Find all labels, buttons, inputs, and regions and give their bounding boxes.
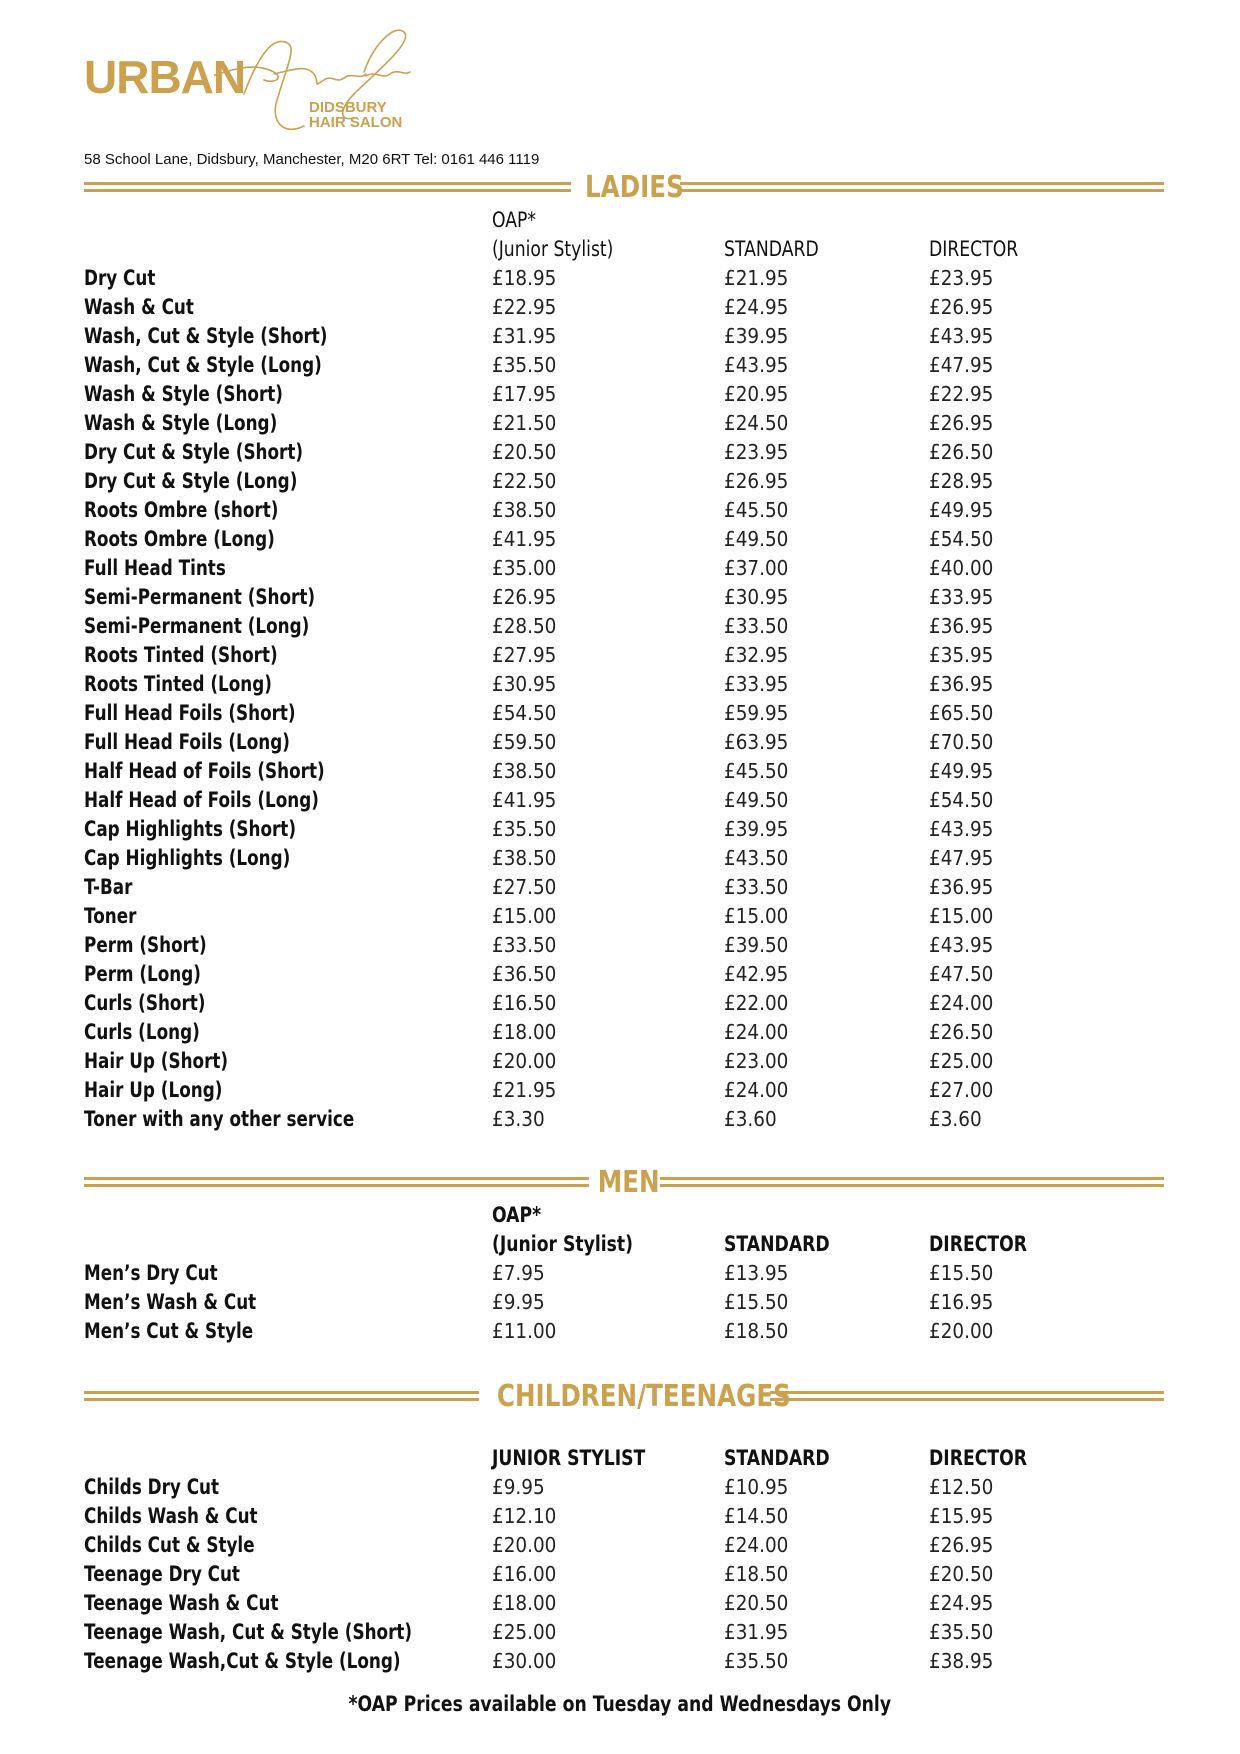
- table-header-row: [84, 1444, 1164, 1473]
- table-row: [84, 960, 1164, 989]
- price-standard: £39.95: [724, 817, 789, 841]
- service-name: Men’s Cut & Style: [84, 1319, 254, 1343]
- price-standard: £35.50: [724, 1649, 789, 1673]
- price-standard: £49.50: [724, 527, 789, 551]
- table-row: [84, 1589, 1164, 1618]
- price-standard: £24.00: [724, 1078, 789, 1102]
- price-oap: £27.50: [492, 875, 557, 899]
- service-name: Toner with any other service: [84, 1107, 355, 1131]
- price-oap: £3.30: [492, 1107, 545, 1131]
- table-row: [84, 293, 1164, 322]
- price-oap: £22.50: [492, 469, 557, 493]
- price-director: £36.95: [929, 614, 994, 638]
- price-standard: £39.95: [724, 324, 789, 348]
- service-name: Curls (Long): [84, 1020, 200, 1044]
- price-oap: £28.50: [492, 614, 557, 638]
- table-row: [84, 583, 1164, 612]
- price-oap: £20.50: [492, 440, 557, 464]
- table-row: [84, 1105, 1164, 1134]
- header-rule-left: [84, 182, 571, 192]
- table-row: [84, 351, 1164, 380]
- service-name: Semi-Permanent (Short): [84, 585, 316, 609]
- table-row: [84, 1502, 1164, 1531]
- table-row: [84, 409, 1164, 438]
- price-standard: £49.50: [724, 788, 789, 812]
- price-standard: £42.95: [724, 962, 789, 986]
- service-name: Teenage Dry Cut: [84, 1562, 240, 1586]
- price-director: £49.95: [929, 498, 994, 522]
- footnote-text: *OAP Prices available on Tuesday and Wednesdays Only: [348, 1692, 892, 1716]
- price-standard: £20.50: [724, 1591, 789, 1615]
- section-header-men: [84, 1165, 1164, 1201]
- price-standard: £18.50: [724, 1562, 789, 1586]
- price-standard: £24.50: [724, 411, 789, 435]
- price-director: £54.50: [929, 527, 994, 551]
- price-oap: £26.95: [492, 585, 557, 609]
- table-header-row: [84, 235, 1164, 264]
- price-standard: £37.00: [724, 556, 789, 580]
- table-row: [84, 728, 1164, 757]
- section-title-men: MEN: [597, 1165, 660, 1200]
- price-director: £26.50: [929, 1020, 994, 1044]
- price-junior: £20.00: [492, 1533, 557, 1557]
- price-director: £26.50: [929, 440, 994, 464]
- table-row: [84, 467, 1164, 496]
- price-standard: £63.95: [724, 730, 789, 754]
- price-oap: £59.50: [492, 730, 557, 754]
- section-header-ladies: [84, 170, 1164, 206]
- col-header-oap: OAP*: [492, 208, 537, 232]
- price-director: £27.00: [929, 1078, 994, 1102]
- table-row: [84, 641, 1164, 670]
- table-row: [84, 1647, 1164, 1676]
- price-director: £12.50: [929, 1475, 994, 1499]
- price-director: £25.00: [929, 1049, 994, 1073]
- salon-address: 58 School Lane, Didsbury, Manchester, M20 6RT Tel: 0161 446 1119: [84, 151, 540, 168]
- col-header-director: DIRECTOR: [929, 1232, 1028, 1256]
- price-oap: £9.95: [492, 1290, 545, 1314]
- men-price-table: [84, 1201, 1164, 1346]
- price-junior: £16.00: [492, 1562, 557, 1586]
- table-row: [84, 1473, 1164, 1502]
- service-name: Childs Dry Cut: [84, 1475, 220, 1499]
- service-name: Curls (Short): [84, 991, 206, 1015]
- price-oap: £31.95: [492, 324, 557, 348]
- price-oap: £18.00: [492, 1020, 557, 1044]
- service-name: Semi-Permanent (Long): [84, 614, 310, 638]
- price-junior: £30.00: [492, 1649, 557, 1673]
- service-name: Perm (Long): [84, 962, 201, 986]
- table-header-row: [84, 1201, 1164, 1230]
- table-row: [84, 902, 1164, 931]
- price-director: £43.95: [929, 933, 994, 957]
- price-director: £35.50: [929, 1620, 994, 1644]
- table-header-row: [84, 1230, 1164, 1259]
- price-director: £22.95: [929, 382, 994, 406]
- price-director: £38.95: [929, 1649, 994, 1673]
- service-name: Roots Ombre (Long): [84, 527, 275, 551]
- table-row: [84, 873, 1164, 902]
- service-name: Teenage Wash,Cut & Style (Long): [84, 1649, 401, 1673]
- service-name: Dry Cut: [84, 266, 156, 290]
- price-director: £47.95: [929, 353, 994, 377]
- price-oap: £22.95: [492, 295, 557, 319]
- price-standard: £15.50: [724, 1290, 789, 1314]
- service-name: Hair Up (Short): [84, 1049, 229, 1073]
- table-row: [84, 989, 1164, 1018]
- price-oap: £35.50: [492, 817, 557, 841]
- price-junior: £9.95: [492, 1475, 545, 1499]
- table-row: [84, 1259, 1164, 1288]
- service-name: Dry Cut & Style (Long): [84, 469, 298, 493]
- service-name: Cap Highlights (Long): [84, 846, 291, 870]
- service-name: Wash & Cut: [84, 295, 194, 319]
- price-standard: £31.95: [724, 1620, 789, 1644]
- header-rule-right: [680, 182, 1164, 192]
- header-rule-left: [84, 1391, 479, 1401]
- price-standard: £24.00: [724, 1533, 789, 1557]
- table-row: [84, 670, 1164, 699]
- price-junior: £18.00: [492, 1591, 557, 1615]
- table-header-row: [84, 206, 1164, 235]
- price-oap: £36.50: [492, 962, 557, 986]
- price-director: £43.95: [929, 817, 994, 841]
- price-director: £65.50: [929, 701, 994, 725]
- children-price-table: [84, 1444, 1164, 1676]
- price-standard: £33.50: [724, 875, 789, 899]
- service-name: Men’s Wash & Cut: [84, 1290, 257, 1314]
- price-standard: £24.95: [724, 295, 789, 319]
- price-oap: £15.00: [492, 904, 557, 928]
- col-header-oap: OAP*: [492, 1203, 542, 1227]
- service-name: Childs Wash & Cut: [84, 1504, 258, 1528]
- table-row: [84, 554, 1164, 583]
- price-director: £3.60: [929, 1107, 982, 1131]
- price-standard: £14.50: [724, 1504, 789, 1528]
- header-rule-right: [660, 1177, 1164, 1187]
- price-director: £54.50: [929, 788, 994, 812]
- price-director: £16.95: [929, 1290, 994, 1314]
- price-director: £43.95: [929, 324, 994, 348]
- price-oap: £54.50: [492, 701, 557, 725]
- service-name: Half Head of Foils (Long): [84, 788, 319, 812]
- price-standard: £59.95: [724, 701, 789, 725]
- table-row: [84, 1018, 1164, 1047]
- service-name: Roots Ombre (short): [84, 498, 279, 522]
- table-row: [84, 844, 1164, 873]
- col-header-standard: STANDARD: [724, 1232, 830, 1256]
- price-director: £15.00: [929, 904, 994, 928]
- price-standard: £39.50: [724, 933, 789, 957]
- service-name: Wash, Cut & Style (Short): [84, 324, 328, 348]
- price-oap: £20.00: [492, 1049, 557, 1073]
- price-oap: £38.50: [492, 498, 557, 522]
- price-standard: £10.95: [724, 1475, 789, 1499]
- price-standard: £24.00: [724, 1020, 789, 1044]
- price-oap: £16.50: [492, 991, 557, 1015]
- service-name: Full Head Tints: [84, 556, 226, 580]
- price-director: £26.95: [929, 295, 994, 319]
- price-director: £24.95: [929, 1591, 994, 1615]
- price-standard: £30.95: [724, 585, 789, 609]
- price-oap: £41.95: [492, 788, 557, 812]
- price-oap: £7.95: [492, 1261, 545, 1285]
- price-standard: £43.50: [724, 846, 789, 870]
- table-row: [84, 1317, 1164, 1346]
- table-row: [84, 757, 1164, 786]
- table-row: [84, 496, 1164, 525]
- service-name: Half Head of Foils (Short): [84, 759, 325, 783]
- price-director: £26.95: [929, 1533, 994, 1557]
- price-standard: £23.95: [724, 440, 789, 464]
- price-standard: £23.00: [724, 1049, 789, 1073]
- price-junior: £12.10: [492, 1504, 557, 1528]
- price-director: £15.95: [929, 1504, 994, 1528]
- price-director: £49.95: [929, 759, 994, 783]
- price-oap: £35.00: [492, 556, 557, 580]
- price-standard: £21.95: [724, 266, 789, 290]
- col-header-director: DIRECTOR: [929, 1446, 1028, 1470]
- price-junior: £25.00: [492, 1620, 557, 1644]
- price-director: £47.50: [929, 962, 994, 986]
- col-header-standard: STANDARD: [724, 237, 819, 261]
- header-rule-left: [84, 1177, 589, 1187]
- price-standard: £15.00: [724, 904, 789, 928]
- price-director: £36.95: [929, 875, 994, 899]
- price-standard: £45.50: [724, 759, 789, 783]
- logo-sub-didsbury: DIDSBURY: [309, 99, 387, 116]
- service-name: Teenage Wash & Cut: [84, 1591, 279, 1615]
- price-director: £23.95: [929, 266, 994, 290]
- table-row: [84, 1560, 1164, 1589]
- price-standard: £18.50: [724, 1319, 789, 1343]
- logo-main-text: URBAN: [84, 51, 246, 103]
- price-oap: £35.50: [492, 353, 557, 377]
- price-director: £36.95: [929, 672, 994, 696]
- col-header-junior-stylist: JUNIOR STYLIST: [492, 1446, 646, 1470]
- price-oap: £11.00: [492, 1319, 557, 1343]
- col-header-junior-stylist: (Junior Stylist): [492, 1232, 634, 1256]
- price-standard: £32.95: [724, 643, 789, 667]
- table-row: [84, 322, 1164, 351]
- table-row: [84, 525, 1164, 554]
- price-standard: £13.95: [724, 1261, 789, 1285]
- service-name: Dry Cut & Style (Short): [84, 440, 304, 464]
- table-row: [84, 1047, 1164, 1076]
- price-oap: £38.50: [492, 846, 557, 870]
- service-name: Perm (Short): [84, 933, 207, 957]
- price-director: £70.50: [929, 730, 994, 754]
- price-standard: £3.60: [724, 1107, 777, 1131]
- price-standard: £26.95: [724, 469, 789, 493]
- price-director: £47.95: [929, 846, 994, 870]
- logo-sub-hair-salon: HAIR SALON: [309, 114, 403, 131]
- price-oap: £18.95: [492, 266, 557, 290]
- table-row: [84, 380, 1164, 409]
- section-title-ladies: LADIES: [585, 170, 684, 205]
- salon-logo: [84, 14, 414, 144]
- service-name: Wash & Style (Long): [84, 411, 278, 435]
- service-name: Wash & Style (Short): [84, 382, 283, 406]
- table-row: [84, 931, 1164, 960]
- price-director: £20.00: [929, 1319, 994, 1343]
- col-header-standard: STANDARD: [724, 1446, 830, 1470]
- table-row: [84, 264, 1164, 293]
- price-standard: £33.95: [724, 672, 789, 696]
- service-name: Full Head Foils (Short): [84, 701, 296, 725]
- col-header-junior-stylist: (Junior Stylist): [492, 237, 614, 261]
- table-row: [84, 1076, 1164, 1105]
- price-oap: £21.50: [492, 411, 557, 435]
- table-row: [84, 1531, 1164, 1560]
- service-name: Cap Highlights (Short): [84, 817, 297, 841]
- price-director: £24.00: [929, 991, 994, 1015]
- table-row: [84, 786, 1164, 815]
- service-name: Roots Tinted (Short): [84, 643, 278, 667]
- price-standard: £33.50: [724, 614, 789, 638]
- price-director: £26.95: [929, 411, 994, 435]
- price-oap: £30.95: [492, 672, 557, 696]
- section-title-children: CHILDREN/TEENAGES: [496, 1379, 791, 1414]
- service-name: Roots Tinted (Long): [84, 672, 272, 696]
- table-row: [84, 815, 1164, 844]
- price-oap: £27.95: [492, 643, 557, 667]
- oap-footnote: [0, 1692, 1240, 1716]
- price-director: £28.95: [929, 469, 994, 493]
- col-header-director: DIRECTOR: [929, 237, 1019, 261]
- table-row: [84, 438, 1164, 467]
- service-name: Full Head Foils (Long): [84, 730, 290, 754]
- price-oap: £38.50: [492, 759, 557, 783]
- price-standard: £20.95: [724, 382, 789, 406]
- table-row: [84, 1288, 1164, 1317]
- section-header-children: [84, 1379, 1164, 1415]
- service-name: Toner: [84, 904, 137, 928]
- price-oap: £33.50: [492, 933, 557, 957]
- price-director: £35.95: [929, 643, 994, 667]
- price-director: £15.50: [929, 1261, 994, 1285]
- service-name: Men’s Dry Cut: [84, 1261, 218, 1285]
- table-row: [84, 612, 1164, 641]
- table-row: [84, 1618, 1164, 1647]
- service-name: Teenage Wash, Cut & Style (Short): [84, 1620, 413, 1644]
- table-row: [84, 699, 1164, 728]
- service-name: Wash, Cut & Style (Long): [84, 353, 322, 377]
- service-name: T-Bar: [84, 875, 133, 899]
- price-oap: £21.95: [492, 1078, 557, 1102]
- price-standard: £22.00: [724, 991, 789, 1015]
- price-standard: £45.50: [724, 498, 789, 522]
- header-rule-right: [770, 1391, 1164, 1401]
- service-name: Childs Cut & Style: [84, 1533, 255, 1557]
- price-director: £33.95: [929, 585, 994, 609]
- price-standard: £43.95: [724, 353, 789, 377]
- price-oap: £17.95: [492, 382, 557, 406]
- ladies-price-table: [84, 206, 1164, 1134]
- price-director: £20.50: [929, 1562, 994, 1586]
- price-director: £40.00: [929, 556, 994, 580]
- price-oap: £41.95: [492, 527, 557, 551]
- service-name: Hair Up (Long): [84, 1078, 223, 1102]
